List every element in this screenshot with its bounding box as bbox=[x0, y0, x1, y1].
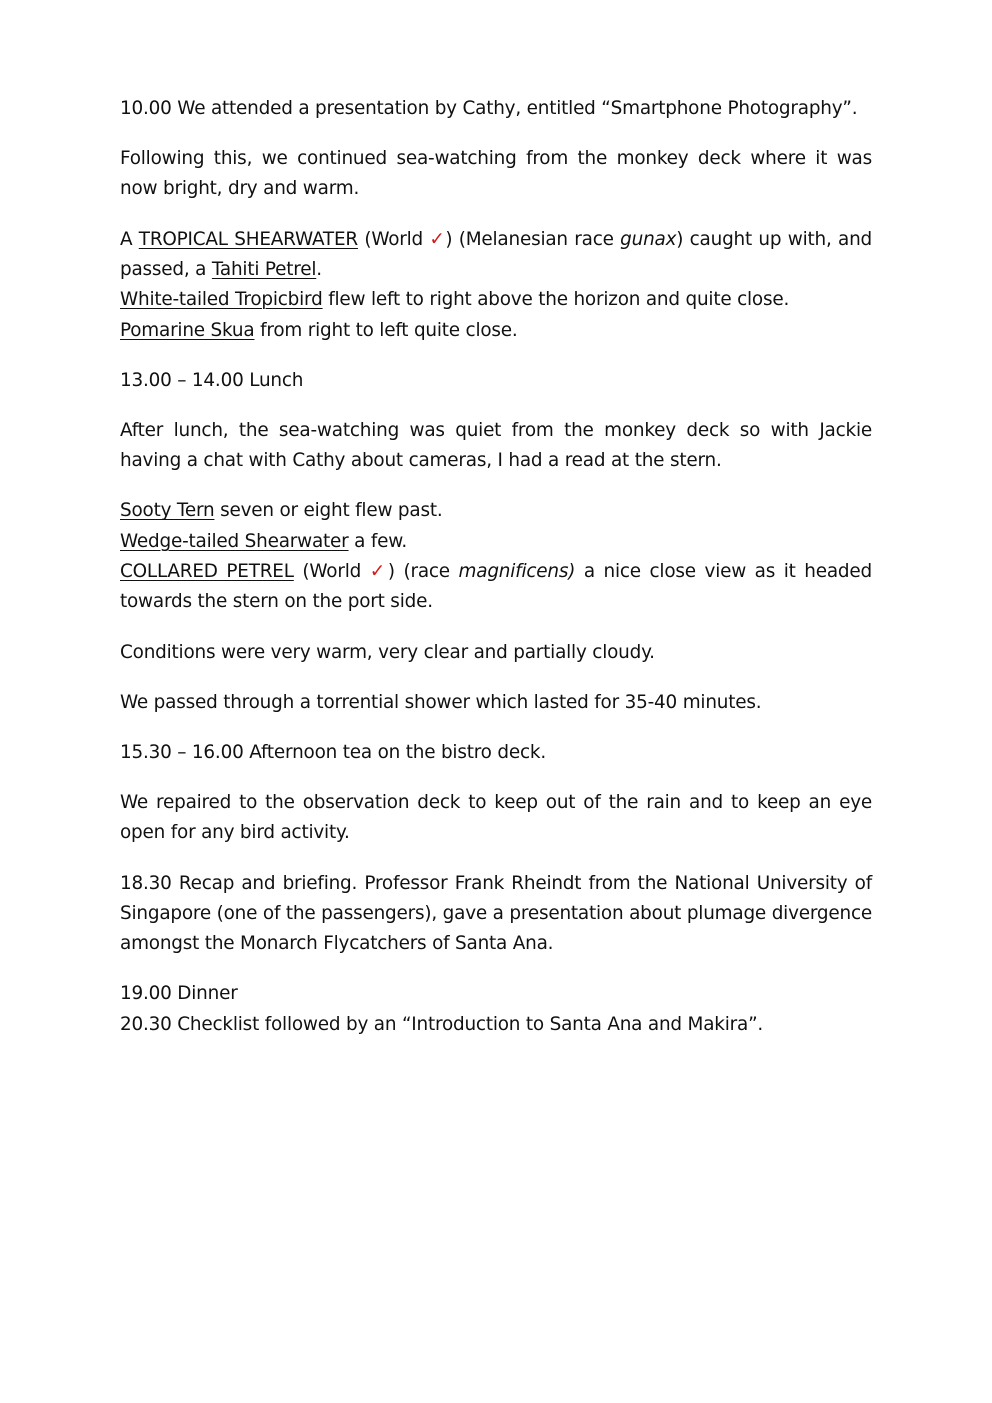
evening-dinner: 19.00 Dinner bbox=[120, 983, 238, 1005]
paragraph-evening bbox=[120, 979, 872, 1040]
sighting-pomarine-skua: Pomarine Skua from right to left quite close. bbox=[120, 319, 518, 341]
paragraph-observation-deck: We repaired to the observation deck to keep out of the rain and to keep an eye open for any bird activity. bbox=[120, 792, 872, 844]
paragraph-afternoon-tea: 15.30 – 16.00 Afternoon tea on the bistro deck. bbox=[120, 741, 546, 763]
sighting-collared-petrel: COLLARED PETREL (World ✓) (race magnificens) a nice close view as it headed towards the stern on the port side. bbox=[120, 561, 872, 613]
race-name: magnificens) bbox=[458, 561, 576, 583]
sighting-tropical-shearwater: A TROPICAL SHEARWATER (World ✓) (Melanesian race gunax) caught up with, and passed, a Tahiti Petrel. bbox=[120, 228, 873, 280]
paragraph-presentation: 10.00 We attended a presentation by Cathy, entitled “Smartphone Photography”. bbox=[120, 98, 858, 119]
species-name: Wedge-tailed Shearwater bbox=[120, 530, 349, 552]
species-name: Pomarine Skua bbox=[120, 319, 255, 341]
paragraph-sea-watching: Following this, we continued sea-watching from the monkey deck where it was now bright, dry and warm. bbox=[120, 148, 872, 200]
sighting-tropicbird: White-tailed Tropicbird flew left to right above the horizon and quite close. bbox=[120, 289, 790, 311]
checkmark-icon: ✓ bbox=[369, 561, 388, 583]
sighting-wedge-tailed-shearwater: Wedge-tailed Shearwater a few. bbox=[120, 530, 408, 552]
paragraph-shower: We passed through a torrential shower which lasted for 35-40 minutes. bbox=[120, 691, 762, 713]
species-name: Sooty Tern bbox=[120, 500, 215, 522]
paragraph-after-lunch: After lunch, the sea-watching was quiet from the monkey deck so with Jackie having a chat with Cathy about cameras, I had a read at the stern. bbox=[120, 419, 872, 472]
paragraph-recap: 18.30 Recap and briefing. Professor Frank Rheindt from the National University of Singapore (one of the passengers), gave a presentation about plumage divergence amongst the Monarch Flycatchers of Santa Ana. bbox=[120, 872, 872, 955]
paragraph-sightings-morning bbox=[120, 225, 872, 346]
race-name: gunax bbox=[620, 228, 677, 250]
sighting-sooty-tern: Sooty Tern seven or eight flew past. bbox=[120, 500, 443, 522]
evening-checklist: 20.30 Checklist followed by an “Introduction to Santa Ana and Makira”. bbox=[120, 1013, 764, 1035]
species-name: COLLARED PETREL bbox=[120, 561, 294, 583]
checkmark-icon: ✓ bbox=[429, 228, 446, 250]
document-page bbox=[120, 94, 872, 1060]
paragraph-lunch: 13.00 – 14.00 Lunch bbox=[120, 369, 304, 391]
species-name: Tahiti Petrel bbox=[211, 258, 317, 280]
species-name: TROPICAL SHEARWATER bbox=[138, 228, 358, 250]
paragraph-conditions: Conditions were very warm, very clear and partially cloudy. bbox=[120, 641, 655, 663]
paragraph-sightings-afternoon bbox=[120, 496, 872, 617]
species-name: White-tailed Tropicbird bbox=[120, 289, 323, 311]
